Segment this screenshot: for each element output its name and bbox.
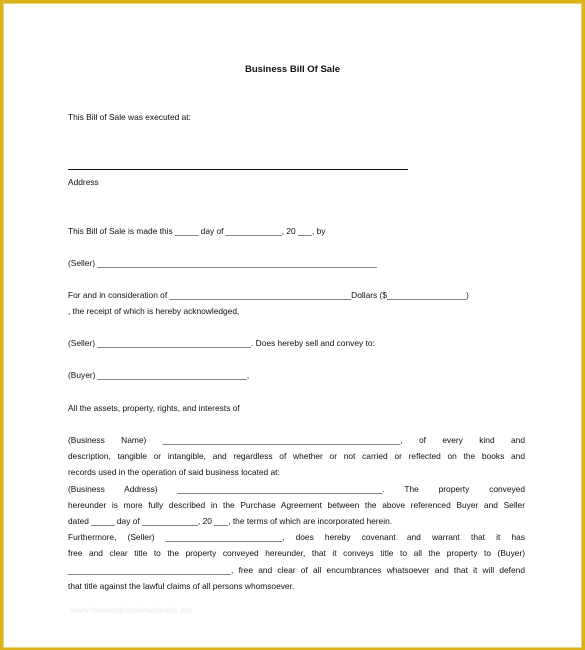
made-this-text: This Bill of Sale is made this _____ day of ____________, 20 ___, by	[68, 226, 326, 236]
paragraph-line: hereunder is more fully described in the Purchase Agreement between the above referenced Buyer and Seller	[68, 499, 525, 510]
paragraph-line: Furthermore, (Seller) _________________________, does hereby covenant and warrant that it has	[68, 532, 525, 543]
paragraph-line: (Business Name) ___________________________________________________, of every kind and	[68, 435, 525, 445]
paragraph-line: (Business Address) ____________________________________________. The property conveyed	[68, 483, 525, 494]
watermark-text: www.freetemplatedownloads.net	[71, 606, 192, 615]
seller-sell-line: (Seller) _________________________________. Does hereby sell and convey to:	[68, 338, 375, 348]
document-page	[3, 3, 582, 648]
paragraph-line: that title against the lawful claims of all persons whomsoever.	[68, 580, 295, 591]
business-paragraph	[68, 432, 525, 594]
seller-line: (Seller) ____________________________________________________________	[68, 258, 377, 268]
paragraph-line: description, tangible or intangible, and regardless of whether or not carried or reflected on the books and	[68, 451, 525, 462]
receipt-line: , the receipt of which is hereby acknowledged,	[68, 306, 240, 316]
paragraph-line: ___________________________________, free and clear of all encumbrances whatsoever and that it will defend	[68, 564, 525, 575]
consideration-line: For and in consideration of _______________________________________Dollars ($_________________)	[68, 290, 469, 300]
address-label: Address	[68, 177, 99, 187]
paragraph-line: records used in the operation of said business located at:	[68, 467, 280, 478]
paragraph-line: free and clear title to the property conveyed hereunder, that it conveys title to all the property to (Buyer)	[68, 548, 525, 559]
executed-at-text: This Bill of Sale was executed at:	[68, 112, 191, 122]
paragraph-line: dated _____ day of ____________, 20 ___, the terms of which are incorporated herein.	[68, 516, 393, 527]
address-rule	[68, 169, 408, 170]
document-title: Business Bill Of Sale	[244, 64, 341, 75]
buyer-line: (Buyer) ________________________________,	[68, 370, 250, 380]
assets-line: All the assets, property, rights, and interests of	[68, 403, 240, 413]
